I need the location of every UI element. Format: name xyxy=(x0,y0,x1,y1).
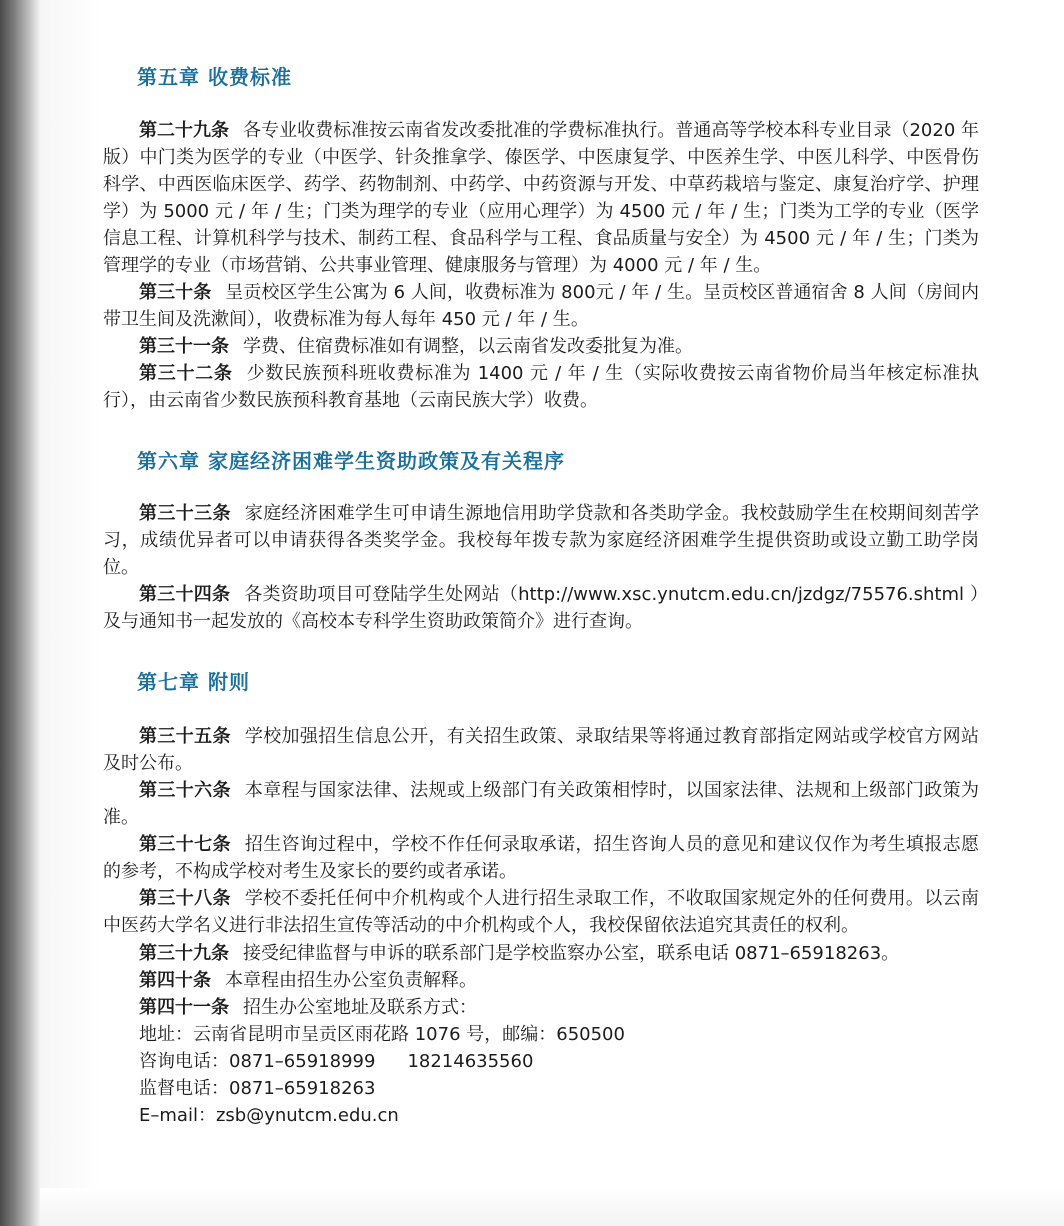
article-text: 学费、住宿费标准如有调整，以云南省发改委批复为准。 xyxy=(243,336,693,357)
document-content xyxy=(103,62,979,1129)
article-36 xyxy=(103,777,979,831)
contact-address: 地址：云南省昆明市呈贡区雨花路 1076 号，邮编：650500 xyxy=(139,1024,625,1045)
article-40 xyxy=(103,967,979,994)
chapter-5 xyxy=(103,62,979,414)
article-text: 本章程由招生办公室负责解释。 xyxy=(225,970,477,991)
article-39 xyxy=(103,940,979,967)
article-35 xyxy=(103,723,979,777)
article-label: 第四十一条 xyxy=(139,997,229,1018)
article-label: 第三十六条 xyxy=(139,780,231,801)
article-32 xyxy=(103,360,979,414)
consult-phone-landline: 咨询电话：0871–65918999 xyxy=(139,1051,376,1072)
consult-phone-mobile: 18214635560 xyxy=(407,1051,534,1072)
article-37 xyxy=(103,831,979,885)
article-34 xyxy=(103,581,979,635)
article-31 xyxy=(103,333,979,360)
article-label: 第三十二条 xyxy=(139,363,233,384)
article-label: 第二十九条 xyxy=(139,120,230,141)
article-text: 学校加强招生信息公开，有关招生政策、录取结果等将通过教育部指定网站或学校官方网站及时公布。 xyxy=(103,726,980,774)
contact-block xyxy=(103,940,979,1129)
chapter-7 xyxy=(103,667,979,1129)
chapter-7-title: 第七章 附则 xyxy=(137,670,250,694)
article-text: 招生咨询过程中，学校不作任何录取承诺，招生咨询人员的意见和建议仅作为考生填报志愿的参考，不构成学校对考生及家长的要约或者承诺。 xyxy=(103,834,980,882)
article-label: 第三十四条 xyxy=(139,584,231,605)
article-text: 本章程与国家法律、法规或上级部门有关政策相悖时，以国家法律、法规和上级部门政策为准。 xyxy=(103,780,980,828)
contact-email: E–mail：zsb@ynutcm.edu.cn xyxy=(139,1105,399,1126)
article-label: 第四十条 xyxy=(139,970,211,991)
chapter-5-title: 第五章 收费标准 xyxy=(137,65,292,89)
article-text: 学校不委托任何中介机构或个人进行招生录取工作，不收取国家规定外的任何费用。以云南中医药大学名义进行非法招生宣传等活动的中介机构或个人，我校保留依法追究其责任的权利。 xyxy=(103,888,980,936)
contact-supervise-phone: 监督电话：0871–65918263 xyxy=(139,1078,376,1099)
article-label: 第三十条 xyxy=(139,282,212,303)
article-30 xyxy=(103,279,979,333)
article-label: 第三十一条 xyxy=(139,336,229,357)
article-text: 少数民族预科班收费标准为 1400 元 / 年 / 生（实际收费按云南省物价局当年核定标准执行），由云南省少数民族预科教育基地（云南民族大学）收费。 xyxy=(103,363,980,411)
article-label: 第三十七条 xyxy=(139,834,231,855)
article-text: 家庭经济困难学生可申请生源地信用助学贷款和各类助学金。我校鼓励学生在校期间刻苦学习，成绩优异者可以申请获得各类奖学金。我校每年拨专款为家庭经济困难学生提供资助或设立勤工助学岗位。 xyxy=(103,503,980,578)
article-text: 呈贡校区学生公寓为 6 人间，收费标准为 800元 / 年 / 生。呈贡校区普通宿舍 8 人间（房间内带卫生间及洗漱间），收费标准为每人每年 450 元 / 年 / 生。 xyxy=(103,282,979,330)
page-bottom-shade xyxy=(40,1188,1064,1226)
article-label: 第三十九条 xyxy=(139,943,229,964)
article-text: 接受纪律监督与申诉的联系部门是学校监察办公室，联系电话 0871–65918263。 xyxy=(243,943,900,964)
article-41 xyxy=(103,994,979,1021)
article-text: 招生办公室地址及联系方式： xyxy=(243,997,477,1018)
contact-consult-phone xyxy=(103,1048,979,1075)
book-spine-shadow xyxy=(0,0,40,1226)
article-33 xyxy=(103,500,979,581)
article-text: 各专业收费标准按云南省发改委批准的学费标准执行。普通高等学校本科专业目录（2020 年版）中门类为医学的专业（中医学、针灸推拿学、傣医学、中医康复学、中医养生学、中医儿科学、中医骨伤科学、中西医临床医学、药学、药物制剂、中药学、中药资源与开发、中草药栽培与鉴定、康复治疗学、护理学）为 5000 元 / 年 / 生；门类为理学的专业（应用心理学）为 4500 元 / 年 / 生；门类为工学的专业（医学信息工程、计算机科学与技术、制药工程、食品科学与工程、食品质量与安全）为 4500 元 / 年 / 生；门类为管理学的专业（市场营销、公共事业管理、健康服务与管理）为 4000 元 / 年 / 生。 xyxy=(103,120,980,276)
article-label: 第三十三条 xyxy=(139,503,231,524)
article-label: 第三十五条 xyxy=(139,726,231,747)
article-38 xyxy=(103,885,979,939)
chapter-6 xyxy=(103,446,979,635)
article-29 xyxy=(103,117,979,279)
chapter-6-title: 第六章 家庭经济困难学生资助政策及有关程序 xyxy=(137,449,565,473)
article-text: 各类资助项目可登陆学生处网站（http://www.xsc.ynutcm.edu.cn/jzdgz/75576.shtml ）及与通知书一起发放的《高校本专科学生资助政策简介》进行查询。 xyxy=(103,584,980,632)
article-label: 第三十八条 xyxy=(139,888,231,909)
